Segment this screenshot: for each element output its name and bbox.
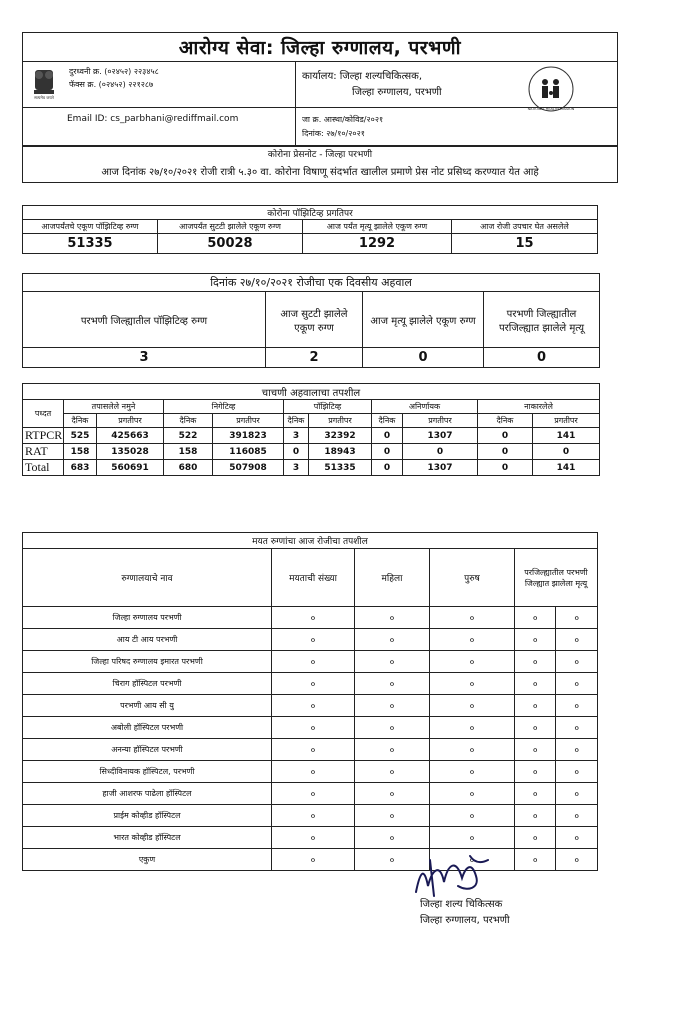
subheader-progressive: प्रगतीपर bbox=[403, 414, 478, 428]
death-count-cell: ० bbox=[515, 607, 556, 629]
press-note bbox=[22, 146, 618, 183]
death-count-cell: ० bbox=[272, 717, 355, 739]
death-count-cell: ० bbox=[556, 739, 598, 761]
page-title: आरोग्य सेवा: जिल्हा रुग्णालय, परभणी bbox=[23, 33, 618, 62]
death-count-cell: ० bbox=[515, 629, 556, 651]
death-count-cell: ० bbox=[430, 629, 515, 651]
header-total-deaths: आज पर्यंत मृत्यू झालेले एकूण रुग्ण bbox=[303, 220, 452, 234]
death-count-cell: ० bbox=[556, 761, 598, 783]
deaths-row bbox=[23, 805, 598, 827]
hospital-name: आय टी आय परभणी bbox=[23, 629, 272, 651]
testing-cell: 3 bbox=[284, 460, 309, 476]
death-count-cell: ० bbox=[430, 695, 515, 717]
nhm-logo-text: NATIONAL HEALTH MISSION bbox=[527, 107, 575, 111]
header-total-discharged: आजपर्यंत सुटटी झालेले एकूण रुग्ण bbox=[158, 220, 303, 234]
death-count-cell: ० bbox=[556, 629, 598, 651]
subheader-daily: दैनिक bbox=[164, 414, 213, 428]
subheader-daily: दैनिक bbox=[478, 414, 533, 428]
death-count-cell: ० bbox=[272, 827, 355, 849]
group-header-tested: तपासलेले नमुने bbox=[64, 400, 164, 414]
hospital-name: जिल्हा रुग्णालय परभणी bbox=[23, 607, 272, 629]
death-count-cell: ० bbox=[355, 695, 430, 717]
death-count-cell: ० bbox=[430, 607, 515, 629]
death-count-cell: ० bbox=[355, 629, 430, 651]
testing-row bbox=[23, 444, 600, 460]
death-count-cell: ० bbox=[556, 651, 598, 673]
death-count-cell: ० bbox=[515, 673, 556, 695]
testing-report-table bbox=[22, 383, 600, 476]
death-count-cell: ० bbox=[515, 805, 556, 827]
death-count-cell: ० bbox=[556, 607, 598, 629]
ashoka-emblem-icon bbox=[27, 66, 61, 100]
death-count-cell: ० bbox=[355, 827, 430, 849]
deaths-table bbox=[22, 532, 598, 871]
testing-cell: 0 bbox=[533, 444, 600, 460]
phone-number: दुरध्वनी क्र. (०२४५२) २२३४५८ bbox=[69, 67, 159, 76]
group-header-inconclusive: अनिर्णायक bbox=[372, 400, 478, 414]
deaths-row bbox=[23, 739, 598, 761]
subheader-daily: दैनिक bbox=[372, 414, 403, 428]
reference-cell bbox=[296, 108, 618, 146]
testing-cell: 425663 bbox=[97, 428, 164, 444]
testing-cell: 0 bbox=[372, 460, 403, 476]
header-district-positive: परभणी जिल्ह्यातील पॉझिटिव्ह रुग्ण bbox=[23, 292, 266, 348]
deaths-row bbox=[23, 629, 598, 651]
death-count-cell: ० bbox=[355, 783, 430, 805]
testing-cell: 18943 bbox=[309, 444, 372, 460]
deaths-row bbox=[23, 651, 598, 673]
header-female: महिला bbox=[355, 549, 430, 607]
testing-cell: 0 bbox=[372, 428, 403, 444]
testing-row bbox=[23, 460, 600, 476]
letter-date: दिनांक: २७/१०/२०२१ bbox=[302, 129, 365, 138]
testing-cell: 0 bbox=[478, 428, 533, 444]
corona-positive-title: कोरोना पॉझिटिव्ह प्रगतिपर bbox=[23, 206, 598, 220]
header-discharged-today: आज सुटटी झालेले एकूण रुग्ण bbox=[266, 292, 363, 348]
death-count-cell: ० bbox=[515, 717, 556, 739]
hospital-name: भारत कोव्हीड हॉस्पिटल bbox=[23, 827, 272, 849]
deaths-row bbox=[23, 761, 598, 783]
testing-cell: 158 bbox=[164, 444, 213, 460]
testing-cell: 522 bbox=[164, 428, 213, 444]
email-address: Email ID: cs_parbhani@rediffmail.com bbox=[67, 114, 239, 124]
testing-cell: 1307 bbox=[403, 460, 478, 476]
press-note-title: कोरोना प्रेसनोट - जिल्हा परभणी bbox=[23, 147, 618, 161]
subheader-progressive: प्रगतीपर bbox=[213, 414, 284, 428]
testing-cell: 1307 bbox=[403, 428, 478, 444]
press-note-intro: आज दिनांक २७/१०/२०२१ रोजी रात्री ५.३० वा. कोरोना विषाणू संदर्भात खालील प्रमाणे प्रेस नोट प्रसिध्द करण्यात येत आहे bbox=[23, 161, 618, 183]
death-count-cell: ० bbox=[430, 739, 515, 761]
death-count-cell: ० bbox=[355, 607, 430, 629]
death-count-cell: ० bbox=[355, 849, 430, 871]
death-count-cell: ० bbox=[556, 827, 598, 849]
value-deaths-today: 0 bbox=[363, 348, 484, 368]
death-count-cell: ० bbox=[272, 695, 355, 717]
death-count-cell: ० bbox=[515, 695, 556, 717]
testing-cell: 158 bbox=[64, 444, 97, 460]
death-count-cell: ० bbox=[272, 673, 355, 695]
deaths-row bbox=[23, 827, 598, 849]
testing-cell: 116085 bbox=[213, 444, 284, 460]
testing-cell: 0 bbox=[284, 444, 309, 460]
testing-cell: 391823 bbox=[213, 428, 284, 444]
value-total-discharged: 50028 bbox=[158, 234, 303, 254]
value-active-cases: 15 bbox=[452, 234, 598, 254]
death-count-cell: ० bbox=[515, 739, 556, 761]
testing-cell: 525 bbox=[64, 428, 97, 444]
death-count-cell: ० bbox=[556, 695, 598, 717]
subheader-daily: दैनिक bbox=[284, 414, 309, 428]
death-count-cell: ० bbox=[355, 673, 430, 695]
death-count-cell: ० bbox=[272, 651, 355, 673]
group-header-positive: पॉझिटिव्ह bbox=[284, 400, 372, 414]
death-count-cell: ० bbox=[430, 673, 515, 695]
value-total-deaths: 1292 bbox=[303, 234, 452, 254]
death-count-cell: ० bbox=[355, 651, 430, 673]
testing-cell: 51335 bbox=[309, 460, 372, 476]
death-count-cell: ० bbox=[556, 783, 598, 805]
hospital-name: सिध्दीविनायक हॉस्पिटल, परभणी bbox=[23, 761, 272, 783]
deaths-row bbox=[23, 717, 598, 739]
testing-cell: 141 bbox=[533, 428, 600, 444]
emblem-caption: सत्यमेव जयते bbox=[34, 95, 54, 100]
death-count-cell: ० bbox=[556, 673, 598, 695]
death-count-cell: ० bbox=[515, 651, 556, 673]
office-cell bbox=[296, 62, 618, 111]
death-count-cell: ० bbox=[355, 717, 430, 739]
signature-office: जिल्हा रुग्णालय, परभणी bbox=[420, 915, 510, 926]
death-count-cell: ० bbox=[272, 849, 355, 871]
death-count-cell: ० bbox=[355, 805, 430, 827]
death-count-cell: ० bbox=[430, 651, 515, 673]
death-count-cell: ० bbox=[430, 849, 515, 871]
death-count-cell: ० bbox=[556, 849, 598, 871]
death-count-cell: ० bbox=[430, 827, 515, 849]
office-place: जिल्हा रुग्णालय, परभणी bbox=[352, 87, 442, 98]
death-count-cell: ० bbox=[430, 783, 515, 805]
daily-report-title: दिनांक २७/१०/२०२१ रोजीचा एक दिवसीय अहवाल bbox=[23, 274, 600, 292]
hospital-name: चिराग हॉस्पिटल परभणी bbox=[23, 673, 272, 695]
header-outside-deaths: परभणी जिल्ह्यातील परजिल्ह्यात झालेले मृत्यू bbox=[484, 292, 600, 348]
testing-cell: 560691 bbox=[97, 460, 164, 476]
header-death-count: मयताची संख्या bbox=[272, 549, 355, 607]
hospital-name: जिल्हा परिषद रुग्णालय इमारत परभणी bbox=[23, 651, 272, 673]
death-count-cell: ० bbox=[515, 761, 556, 783]
testing-cell: 0 bbox=[403, 444, 478, 460]
method-header: पध्दत bbox=[23, 400, 64, 428]
testing-cell: 0 bbox=[478, 444, 533, 460]
testing-cell: 135028 bbox=[97, 444, 164, 460]
subheader-progressive: प्रगतीपर bbox=[309, 414, 372, 428]
deaths-row bbox=[23, 607, 598, 629]
office-label: कार्यालय: जिल्हा शल्यचिकित्सक, bbox=[302, 71, 423, 82]
death-count-cell: ० bbox=[355, 739, 430, 761]
fax-number: फॅक्स क्र. (०२४५२) २२१२८७ bbox=[69, 80, 154, 89]
death-count-cell: ० bbox=[515, 783, 556, 805]
group-header-rejected: नाकारलेले bbox=[478, 400, 600, 414]
value-discharged-today: 2 bbox=[266, 348, 363, 368]
value-outside-deaths: 0 bbox=[484, 348, 600, 368]
email-cell bbox=[23, 108, 296, 146]
header-total-positive: आजपर्यंतचे एकूण पॉझिटिव्ह रुग्ण bbox=[23, 220, 158, 234]
death-count-cell: ० bbox=[272, 607, 355, 629]
testing-cell: 0 bbox=[372, 444, 403, 460]
testing-row bbox=[23, 428, 600, 444]
deaths-row bbox=[23, 783, 598, 805]
testing-method: RTPCR bbox=[23, 428, 64, 444]
daily-report-table bbox=[22, 273, 600, 368]
header-deaths-today: आज मृत्यू झालेले एकूण रुग्ण bbox=[363, 292, 484, 348]
death-count-cell: ० bbox=[515, 849, 556, 871]
death-count-cell: ० bbox=[556, 805, 598, 827]
testing-cell: 680 bbox=[164, 460, 213, 476]
header-male: पुरुष bbox=[430, 549, 515, 607]
deaths-row bbox=[23, 695, 598, 717]
value-district-positive: 3 bbox=[23, 348, 266, 368]
testing-title: चाचणी अहवालाचा तपशील bbox=[23, 384, 600, 400]
signature-scribble bbox=[410, 852, 502, 902]
testing-cell: 32392 bbox=[309, 428, 372, 444]
death-count-cell: ० bbox=[515, 827, 556, 849]
deaths-row bbox=[23, 673, 598, 695]
value-total-positive: 51335 bbox=[23, 234, 158, 254]
deaths-row bbox=[23, 849, 598, 871]
testing-method: Total bbox=[23, 460, 64, 476]
hospital-name: परभणी आय सी यु bbox=[23, 695, 272, 717]
header-active-cases: आज रोजी उपचार घेत असलेले bbox=[452, 220, 598, 234]
contact-cell bbox=[23, 62, 296, 108]
hospital-name: अबोली हॉस्पिटल परभणी bbox=[23, 717, 272, 739]
hospital-name: प्राईम कोव्हीड हॉस्पिटल bbox=[23, 805, 272, 827]
deaths-title: मयत रुग्णांचा आज रोजीचा तपशील bbox=[23, 533, 598, 549]
header-hospital-name: रुग्णालयाचे नाव bbox=[23, 549, 272, 607]
death-count-cell: ० bbox=[272, 761, 355, 783]
testing-cell: 141 bbox=[533, 460, 600, 476]
letterhead bbox=[22, 32, 618, 146]
testing-cell: 683 bbox=[64, 460, 97, 476]
corona-positive-table bbox=[22, 205, 598, 254]
death-count-cell: ० bbox=[556, 717, 598, 739]
death-count-cell: ० bbox=[430, 761, 515, 783]
death-count-cell: ० bbox=[272, 629, 355, 651]
death-count-cell: ० bbox=[272, 739, 355, 761]
header-outside-district: परजिल्ह्यातील परभणी जिल्ह्यात झालेला मृत्यू bbox=[515, 549, 598, 607]
subheader-progressive: प्रगतीपर bbox=[97, 414, 164, 428]
death-count-cell: ० bbox=[272, 783, 355, 805]
nhm-logo-icon bbox=[526, 64, 576, 114]
hospital-name: हाजी आशरफ पाढेला हॉस्पिटल bbox=[23, 783, 272, 805]
testing-cell: 0 bbox=[478, 460, 533, 476]
hospital-name: एकुण bbox=[23, 849, 272, 871]
group-header-negative: निगेटिव्ह bbox=[164, 400, 284, 414]
death-count-cell: ० bbox=[430, 717, 515, 739]
subheader-daily: दैनिक bbox=[64, 414, 97, 428]
hospital-name: अनन्या हॉस्पिटल परभणी bbox=[23, 739, 272, 761]
testing-cell: 3 bbox=[284, 428, 309, 444]
testing-method: RAT bbox=[23, 444, 64, 460]
death-count-cell: ० bbox=[430, 805, 515, 827]
testing-cell: 507908 bbox=[213, 460, 284, 476]
subheader-progressive: प्रगतीपर bbox=[533, 414, 600, 428]
death-count-cell: ० bbox=[355, 761, 430, 783]
death-count-cell: ० bbox=[272, 805, 355, 827]
signature-title: जिल्हा शल्य चिकित्सक bbox=[420, 899, 503, 910]
letter-number: जा क्र. आस्था/कोविड/२०२१ bbox=[302, 115, 384, 124]
